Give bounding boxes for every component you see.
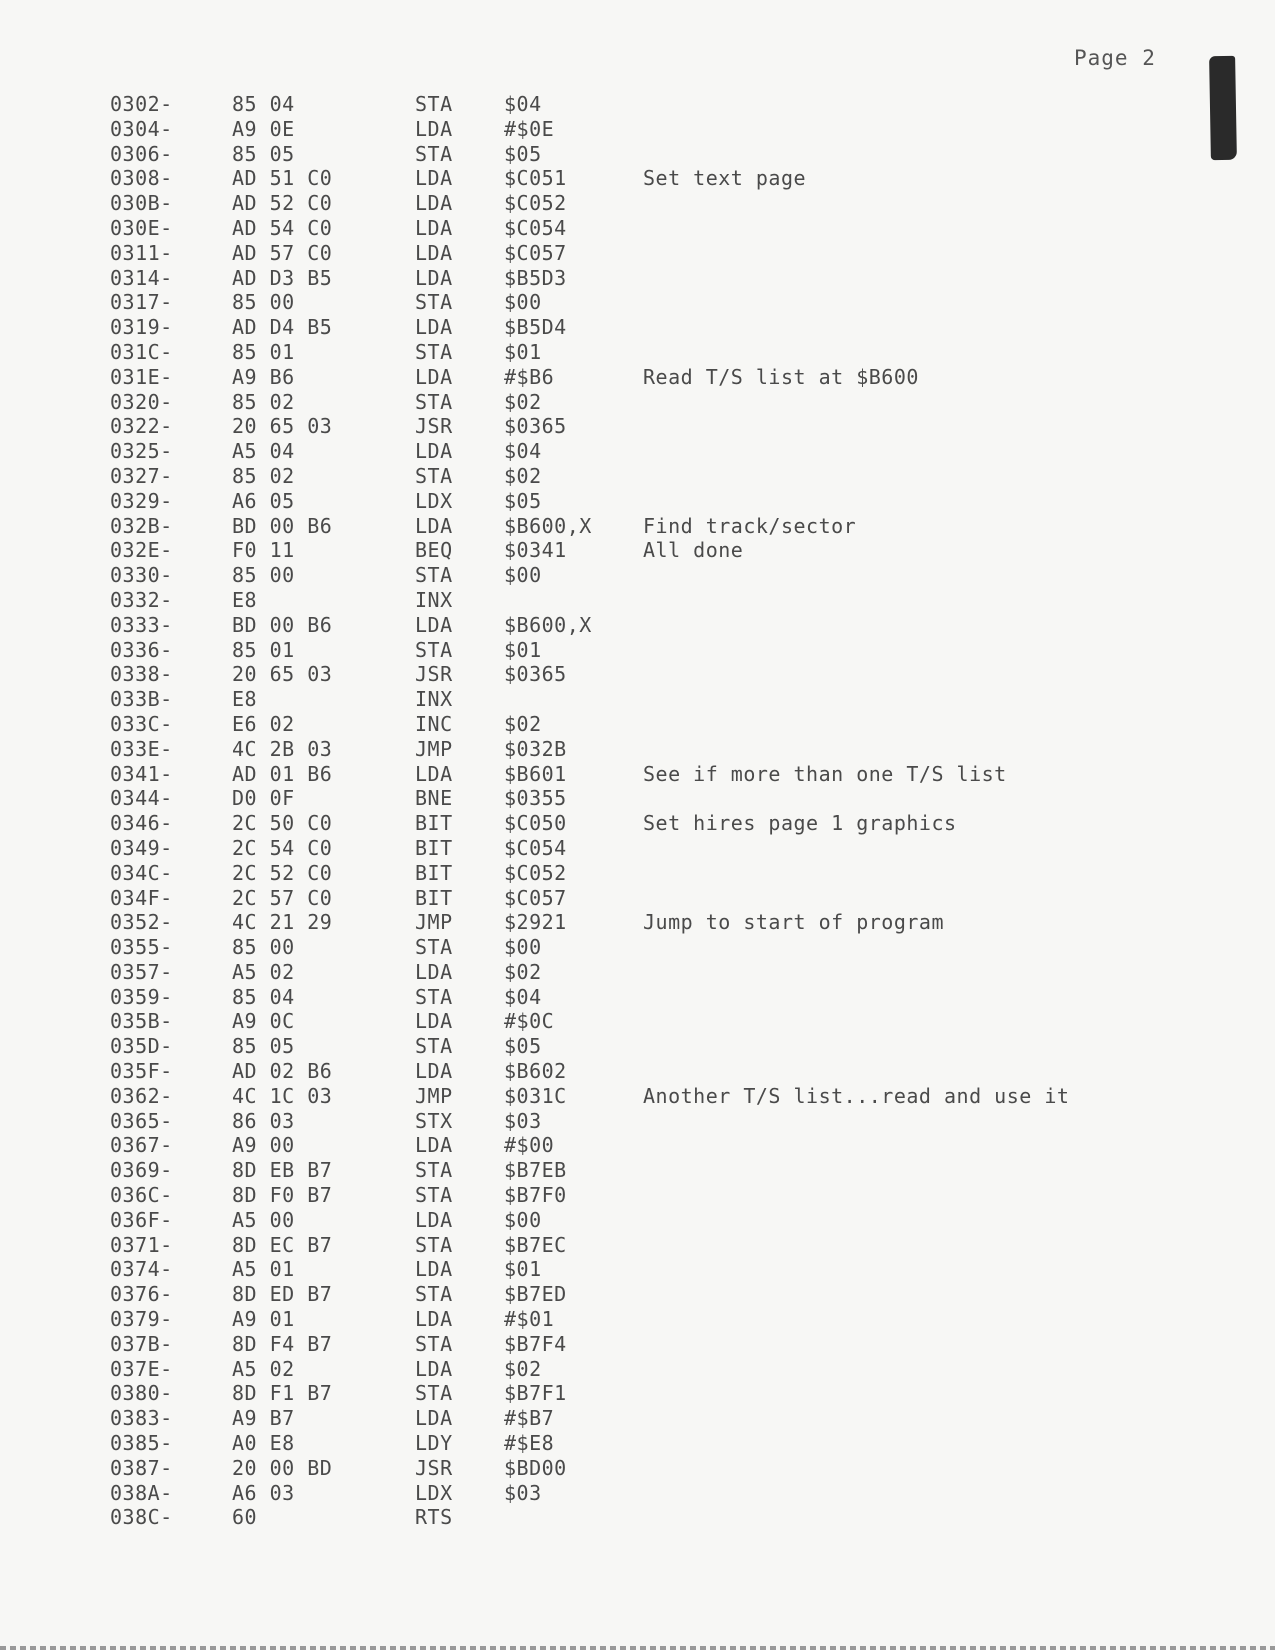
- hex-bytes: A5 01: [232, 1257, 295, 1282]
- listing-row: [110, 439, 1260, 464]
- address: 0319-: [110, 315, 173, 340]
- hex-bytes: 4C 21 29: [232, 910, 333, 935]
- hex-bytes: 85 05: [232, 141, 295, 166]
- address: 0367-: [110, 1133, 173, 1158]
- address: 0304-: [110, 116, 173, 141]
- hex-bytes: 2C 52 C0: [232, 860, 333, 885]
- opcode: STA: [415, 389, 453, 414]
- address: 037B-: [110, 1331, 173, 1356]
- listing-row: [110, 1481, 1260, 1506]
- opcode: STX: [415, 1108, 453, 1133]
- opcode: LDA: [415, 364, 453, 389]
- operand: $01: [504, 1257, 542, 1282]
- listing-row: [110, 1307, 1260, 1332]
- operand: $00: [504, 1207, 542, 1232]
- address: 0302-: [110, 92, 173, 116]
- operand: $05: [504, 141, 542, 166]
- operand: $0341: [504, 538, 567, 563]
- hex-bytes: D0 0F: [232, 786, 295, 811]
- operand: $02: [504, 463, 542, 488]
- operand: $02: [504, 959, 542, 984]
- hex-bytes: 85 00: [232, 290, 295, 315]
- listing-row: [110, 861, 1260, 886]
- operand: $B600,X: [504, 513, 592, 538]
- listing-row: [110, 414, 1260, 439]
- opcode: STA: [415, 1034, 453, 1059]
- listing-row: [110, 1009, 1260, 1034]
- operand: $0355: [504, 786, 567, 811]
- opcode: JMP: [415, 910, 453, 935]
- hex-bytes: AD D4 B5: [232, 315, 333, 340]
- hex-bytes: 2C 57 C0: [232, 885, 333, 910]
- hex-bytes: A0 E8: [232, 1431, 295, 1456]
- operand: $BD00: [504, 1455, 567, 1480]
- opcode: INC: [415, 711, 453, 736]
- operand: $0365: [504, 662, 567, 687]
- listing-row: [110, 1332, 1260, 1357]
- operand: #$E8: [504, 1431, 555, 1456]
- listing-row: [110, 514, 1260, 539]
- address: 030B-: [110, 191, 173, 216]
- address: 033C-: [110, 711, 173, 736]
- operand: $C052: [504, 860, 567, 885]
- operand: $2921: [504, 910, 567, 935]
- listing-row: [110, 1034, 1260, 1059]
- opcode: LDX: [415, 488, 453, 513]
- listing-row: [110, 737, 1260, 762]
- address: 034F-: [110, 885, 173, 910]
- opcode: LDA: [415, 1207, 453, 1232]
- address: 0365-: [110, 1108, 173, 1133]
- opcode: LDA: [415, 265, 453, 290]
- listing-row: [110, 712, 1260, 737]
- operand: $C057: [504, 240, 567, 265]
- hex-bytes: A9 0C: [232, 1009, 295, 1034]
- hex-bytes: A5 00: [232, 1207, 295, 1232]
- address: 032E-: [110, 538, 173, 563]
- operand: $031C: [504, 1083, 567, 1108]
- address: 0330-: [110, 563, 173, 588]
- listing-row: [110, 1133, 1260, 1158]
- hex-bytes: 4C 2B 03: [232, 736, 333, 761]
- operand: #$01: [504, 1307, 555, 1332]
- listing-row: [110, 886, 1260, 911]
- hex-bytes: AD D3 B5: [232, 265, 333, 290]
- opcode: LDA: [415, 1009, 453, 1034]
- operand: $0365: [504, 414, 567, 439]
- hex-bytes: 85 04: [232, 92, 295, 116]
- address: 034C-: [110, 860, 173, 885]
- address: 0338-: [110, 662, 173, 687]
- opcode: JMP: [415, 1083, 453, 1108]
- opcode: STA: [415, 637, 453, 662]
- operand: $04: [504, 439, 542, 464]
- listing-row: [110, 935, 1260, 960]
- listing-row: [110, 266, 1260, 291]
- opcode: STA: [415, 984, 453, 1009]
- operand: $04: [504, 984, 542, 1009]
- address: 0320-: [110, 389, 173, 414]
- opcode: LDA: [415, 959, 453, 984]
- comment: Read T/S list at $B600: [643, 364, 919, 389]
- hex-bytes: 20 65 03: [232, 662, 333, 687]
- hex-bytes: 85 00: [232, 935, 295, 960]
- opcode: LDA: [415, 1133, 453, 1158]
- operand: $04: [504, 92, 542, 116]
- listing-row: [110, 464, 1260, 489]
- listing-row: [110, 687, 1260, 712]
- operand: $C057: [504, 885, 567, 910]
- address: 0332-: [110, 587, 173, 612]
- opcode: STA: [415, 563, 453, 588]
- hex-bytes: 20 65 03: [232, 414, 333, 439]
- opcode: STA: [415, 935, 453, 960]
- opcode: STA: [415, 463, 453, 488]
- operand: $B602: [504, 1059, 567, 1084]
- hex-bytes: A5 04: [232, 439, 295, 464]
- hex-bytes: BD 00 B6: [232, 612, 333, 637]
- opcode: LDA: [415, 116, 453, 141]
- opcode: BIT: [415, 835, 453, 860]
- address: 038C-: [110, 1505, 173, 1530]
- listing-row: [110, 1257, 1260, 1282]
- address: 030E-: [110, 215, 173, 240]
- hex-bytes: 85 04: [232, 984, 295, 1009]
- opcode: JMP: [415, 736, 453, 761]
- listing-row: [110, 538, 1260, 563]
- hex-bytes: 8D F1 B7: [232, 1381, 333, 1406]
- listing-row: [110, 166, 1260, 191]
- address: 0359-: [110, 984, 173, 1009]
- operand: $B7EB: [504, 1158, 567, 1183]
- address: 0379-: [110, 1307, 173, 1332]
- hex-bytes: AD 52 C0: [232, 191, 333, 216]
- operand: #$00: [504, 1133, 555, 1158]
- perforated-edge: [0, 1646, 1275, 1650]
- opcode: STA: [415, 339, 453, 364]
- hex-bytes: 8D EB B7: [232, 1158, 333, 1183]
- address: 0346-: [110, 811, 173, 836]
- operand: $C054: [504, 835, 567, 860]
- operand: $02: [504, 389, 542, 414]
- opcode: LDA: [415, 1406, 453, 1431]
- address: 0327-: [110, 463, 173, 488]
- opcode: LDA: [415, 612, 453, 637]
- opcode: STA: [415, 1282, 453, 1307]
- assembly-listing: [110, 92, 1260, 1530]
- hex-bytes: A6 03: [232, 1480, 295, 1505]
- hex-bytes: BD 00 B6: [232, 513, 333, 538]
- opcode: BIT: [415, 811, 453, 836]
- opcode: LDX: [415, 1480, 453, 1505]
- address: 033B-: [110, 687, 173, 712]
- operand: $03: [504, 1480, 542, 1505]
- operand: $01: [504, 339, 542, 364]
- listing-row: [110, 142, 1260, 167]
- address: 036F-: [110, 1207, 173, 1232]
- operand: $00: [504, 290, 542, 315]
- hex-bytes: 8D EC B7: [232, 1232, 333, 1257]
- listing-row: [110, 1084, 1260, 1109]
- page-number: Page 2: [1074, 46, 1156, 70]
- address: 0311-: [110, 240, 173, 265]
- hex-bytes: 85 02: [232, 389, 295, 414]
- address: 0314-: [110, 265, 173, 290]
- listing-row: [110, 1183, 1260, 1208]
- hex-bytes: AD 54 C0: [232, 215, 333, 240]
- address: 0357-: [110, 959, 173, 984]
- operand: #$B7: [504, 1406, 555, 1431]
- listing-row: [110, 340, 1260, 365]
- hex-bytes: AD 01 B6: [232, 761, 333, 786]
- hex-bytes: 85 01: [232, 637, 295, 662]
- hex-bytes: 85 02: [232, 463, 295, 488]
- listing-row: [110, 191, 1260, 216]
- address: 0322-: [110, 414, 173, 439]
- opcode: BEQ: [415, 538, 453, 563]
- listing-row: [110, 1208, 1260, 1233]
- address: 0374-: [110, 1257, 173, 1282]
- hex-bytes: A5 02: [232, 1356, 295, 1381]
- listing-row: [110, 1059, 1260, 1084]
- operand: $C054: [504, 215, 567, 240]
- opcode: JSR: [415, 1455, 453, 1480]
- operand: $C050: [504, 811, 567, 836]
- opcode: JSR: [415, 414, 453, 439]
- operand: $02: [504, 711, 542, 736]
- hex-bytes: A5 02: [232, 959, 295, 984]
- address: 033E-: [110, 736, 173, 761]
- address: 0352-: [110, 910, 173, 935]
- address: 0376-: [110, 1282, 173, 1307]
- opcode: STA: [415, 1183, 453, 1208]
- listing-row: [110, 662, 1260, 687]
- hex-bytes: E8: [232, 687, 258, 712]
- address: 0371-: [110, 1232, 173, 1257]
- address: 035F-: [110, 1059, 173, 1084]
- listing-row: [110, 613, 1260, 638]
- opcode: LDA: [415, 761, 453, 786]
- hex-bytes: 85 00: [232, 563, 295, 588]
- address: 035B-: [110, 1009, 173, 1034]
- listing-row: [110, 1109, 1260, 1134]
- opcode: LDA: [415, 439, 453, 464]
- address: 031E-: [110, 364, 173, 389]
- address: 0385-: [110, 1431, 173, 1456]
- opcode: LDA: [415, 1059, 453, 1084]
- listing-row: [110, 1406, 1260, 1431]
- hex-bytes: 2C 50 C0: [232, 811, 333, 836]
- operand: $02: [504, 1356, 542, 1381]
- listing-row: [110, 117, 1260, 142]
- opcode: LDA: [415, 1257, 453, 1282]
- opcode: LDY: [415, 1431, 453, 1456]
- opcode: BIT: [415, 885, 453, 910]
- listing-row: [110, 1357, 1260, 1382]
- opcode: STA: [415, 290, 453, 315]
- opcode: LDA: [415, 1307, 453, 1332]
- listing-row: [110, 241, 1260, 266]
- listing-row: [110, 1158, 1260, 1183]
- listing-row: [110, 910, 1260, 935]
- opcode: LDA: [415, 513, 453, 538]
- listing-row: [110, 1233, 1260, 1258]
- address: 0317-: [110, 290, 173, 315]
- listing-row: [110, 786, 1260, 811]
- listing-row: [110, 92, 1260, 117]
- operand: $B600,X: [504, 612, 592, 637]
- address: 0336-: [110, 637, 173, 662]
- opcode: BNE: [415, 786, 453, 811]
- operand: $05: [504, 488, 542, 513]
- opcode: BIT: [415, 860, 453, 885]
- address: 0341-: [110, 761, 173, 786]
- hex-bytes: 20 00 BD: [232, 1455, 333, 1480]
- address: 0344-: [110, 786, 173, 811]
- listing-row: [110, 1282, 1260, 1307]
- opcode: INX: [415, 687, 453, 712]
- opcode: STA: [415, 1331, 453, 1356]
- comment: Another T/S list...read and use it: [643, 1083, 1070, 1108]
- listing-row: [110, 588, 1260, 613]
- address: 0349-: [110, 835, 173, 860]
- hex-bytes: A9 00: [232, 1133, 295, 1158]
- listing-row: [110, 638, 1260, 663]
- operand: $B7ED: [504, 1282, 567, 1307]
- hex-bytes: AD 02 B6: [232, 1059, 333, 1084]
- address: 0329-: [110, 488, 173, 513]
- opcode: STA: [415, 92, 453, 116]
- operand: $03: [504, 1108, 542, 1133]
- opcode: STA: [415, 1232, 453, 1257]
- opcode: LDA: [415, 191, 453, 216]
- address: 0383-: [110, 1406, 173, 1431]
- comment: See if more than one T/S list: [643, 761, 1007, 786]
- listing-row: [110, 489, 1260, 514]
- opcode: RTS: [415, 1505, 453, 1530]
- hex-bytes: 85 01: [232, 339, 295, 364]
- address: 038A-: [110, 1480, 173, 1505]
- address: 0380-: [110, 1381, 173, 1406]
- listing-row: [110, 290, 1260, 315]
- listing-row: [110, 1381, 1260, 1406]
- address: 036C-: [110, 1183, 173, 1208]
- hex-bytes: A9 B6: [232, 364, 295, 389]
- address: 035D-: [110, 1034, 173, 1059]
- listing-row: [110, 216, 1260, 241]
- hex-bytes: A9 B7: [232, 1406, 295, 1431]
- address: 0369-: [110, 1158, 173, 1183]
- listing-row: [110, 1505, 1260, 1530]
- opcode: STA: [415, 1381, 453, 1406]
- hex-bytes: A9 0E: [232, 116, 295, 141]
- address: 0333-: [110, 612, 173, 637]
- comment: Set hires page 1 graphics: [643, 811, 957, 836]
- hex-bytes: AD 57 C0: [232, 240, 333, 265]
- hex-bytes: 85 05: [232, 1034, 295, 1059]
- listing-row: [110, 1456, 1260, 1481]
- opcode: LDA: [415, 166, 453, 191]
- operand: $B7F1: [504, 1381, 567, 1406]
- opcode: LDA: [415, 1356, 453, 1381]
- hex-bytes: 60: [232, 1505, 258, 1530]
- operand: $01: [504, 637, 542, 662]
- address: 031C-: [110, 339, 173, 364]
- hex-bytes: A9 01: [232, 1307, 295, 1332]
- listing-row: [110, 365, 1260, 390]
- operand: $C052: [504, 191, 567, 216]
- address: 0325-: [110, 439, 173, 464]
- address: 0387-: [110, 1455, 173, 1480]
- address: 037E-: [110, 1356, 173, 1381]
- opcode: INX: [415, 587, 453, 612]
- operand: #$B6: [504, 364, 555, 389]
- address: 032B-: [110, 513, 173, 538]
- operand: $032B: [504, 736, 567, 761]
- hex-bytes: 86 03: [232, 1108, 295, 1133]
- operand: $C051: [504, 166, 567, 191]
- operand: #$0E: [504, 116, 555, 141]
- hex-bytes: 8D F4 B7: [232, 1331, 333, 1356]
- opcode: LDA: [415, 315, 453, 340]
- operand: $B7F0: [504, 1183, 567, 1208]
- listing-row: [110, 315, 1260, 340]
- operand: $B7EC: [504, 1232, 567, 1257]
- address: 0362-: [110, 1083, 173, 1108]
- operand: $B7F4: [504, 1331, 567, 1356]
- hex-bytes: F0 11: [232, 538, 295, 563]
- hex-bytes: 2C 54 C0: [232, 835, 333, 860]
- operand: $B5D3: [504, 265, 567, 290]
- operand: $05: [504, 1034, 542, 1059]
- hex-bytes: A6 05: [232, 488, 295, 513]
- listing-row: [110, 563, 1260, 588]
- address: 0306-: [110, 141, 173, 166]
- listing-row: [110, 985, 1260, 1010]
- listing-row: [110, 1431, 1260, 1456]
- listing-row: [110, 811, 1260, 836]
- opcode: STA: [415, 141, 453, 166]
- opcode: LDA: [415, 215, 453, 240]
- comment: All done: [643, 538, 744, 563]
- operand: #$0C: [504, 1009, 555, 1034]
- listing-row: [110, 960, 1260, 985]
- listing-row: [110, 762, 1260, 787]
- opcode: STA: [415, 1158, 453, 1183]
- opcode: JSR: [415, 662, 453, 687]
- comment: Set text page: [643, 166, 807, 191]
- hex-bytes: 4C 1C 03: [232, 1083, 333, 1108]
- operand: $B5D4: [504, 315, 567, 340]
- address: 0355-: [110, 935, 173, 960]
- listing-row: [110, 836, 1260, 861]
- hex-bytes: AD 51 C0: [232, 166, 333, 191]
- operand: $B601: [504, 761, 567, 786]
- hex-bytes: 8D ED B7: [232, 1282, 333, 1307]
- operand: $00: [504, 935, 542, 960]
- address: 0308-: [110, 166, 173, 191]
- operand: $00: [504, 563, 542, 588]
- opcode: LDA: [415, 240, 453, 265]
- listing-row: [110, 390, 1260, 415]
- hex-bytes: E6 02: [232, 711, 295, 736]
- comment: Find track/sector: [643, 513, 857, 538]
- comment: Jump to start of program: [643, 910, 944, 935]
- hex-bytes: 8D F0 B7: [232, 1183, 333, 1208]
- hex-bytes: E8: [232, 587, 258, 612]
